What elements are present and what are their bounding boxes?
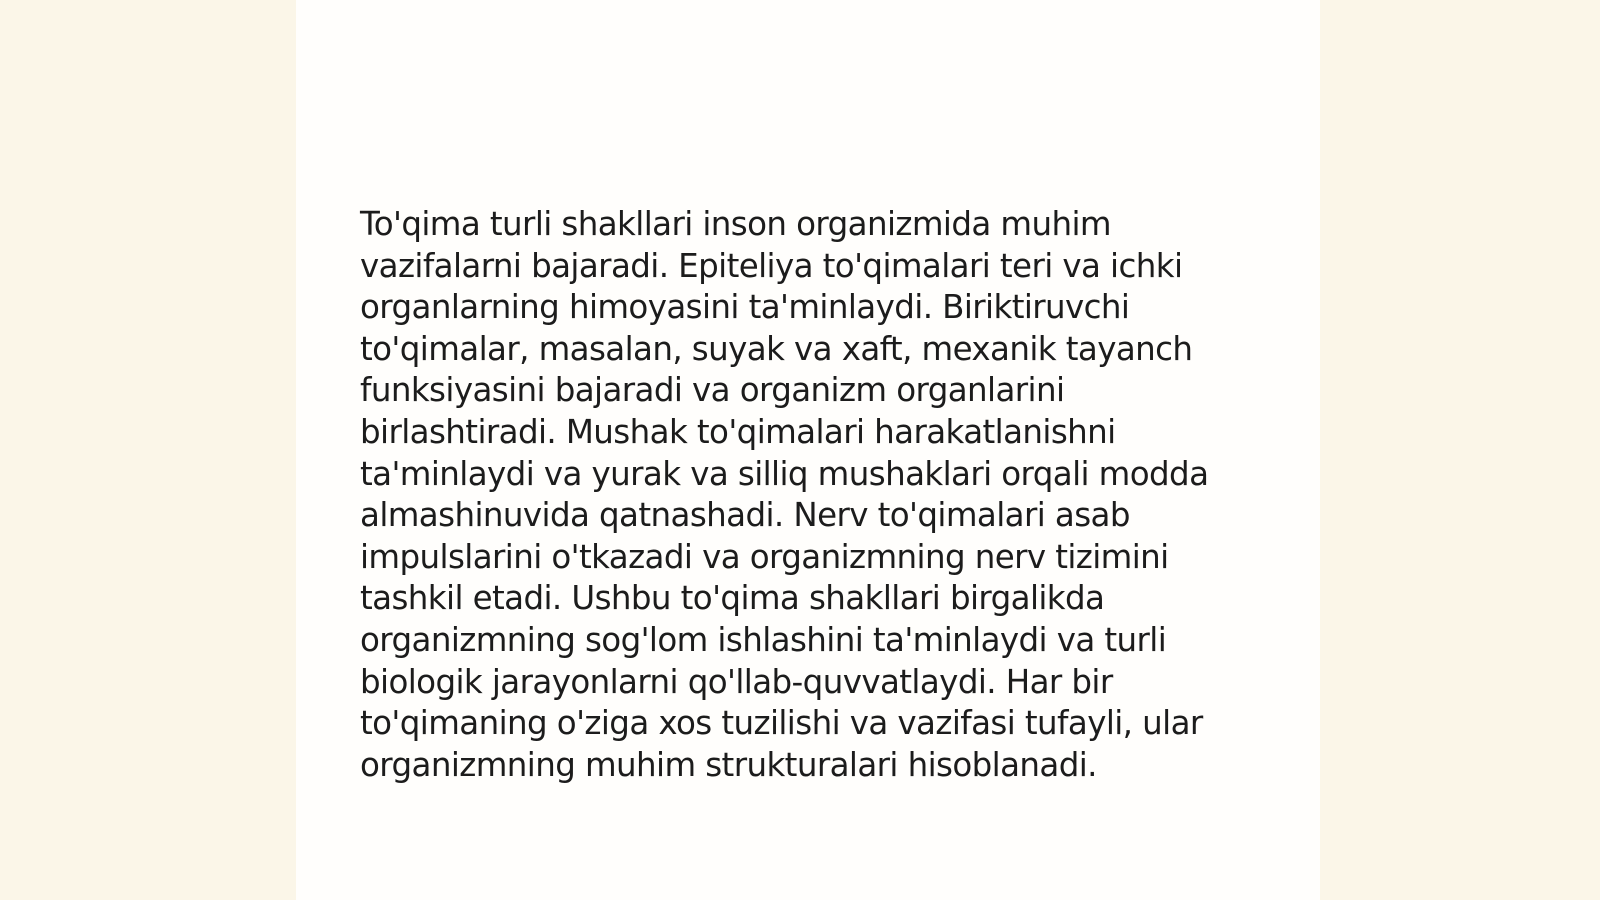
paragraph-line: birlashtiradi. Mushak to'qimalari harakatlanishni xyxy=(360,412,1116,451)
paragraph-line: to'qimaning o'ziga xos tuzilishi va vazifasi tufayli, ular xyxy=(360,704,1203,743)
paragraph-line: impulslarini o'tkazadi va organizmning nerv tizimini xyxy=(360,537,1169,576)
paragraph-line: tashkil etadi. Ushbu to'qima shakllari birgalikda xyxy=(360,579,1105,618)
paragraph-line: To'qima turli shakllari inson organizmida muhim xyxy=(360,205,1111,243)
paragraph-line: to'qimalar, masalan, suyak va xaft, mexanik tayanch xyxy=(360,329,1193,368)
paragraph-line: biologik jarayonlarni qo'llab-quvvatlaydi. Har bir xyxy=(360,662,1113,701)
paragraph-line: funksiyasini bajaradi va organizm organlarini xyxy=(360,371,1065,410)
body-paragraph xyxy=(360,204,1260,786)
paragraph-line: organlarning himoyasini ta'minlaydi. Biriktiruvchi xyxy=(360,288,1130,327)
slide-panel xyxy=(296,0,1320,900)
paragraph-line: vazifalarni bajaradi. Epiteliya to'qimalari teri va ichki xyxy=(360,246,1183,285)
paragraph-line: ta'minlaydi va yurak va silliq mushaklari orqali modda xyxy=(360,454,1209,493)
paragraph-line: organizmning muhim strukturalari hisoblanadi. xyxy=(360,745,1097,784)
paragraph-line: almashinuvida qatnashadi. Nerv to'qimalari asab xyxy=(360,496,1130,535)
paragraph-line: organizmning sog'lom ishlashini ta'minlaydi va turli xyxy=(360,620,1167,659)
